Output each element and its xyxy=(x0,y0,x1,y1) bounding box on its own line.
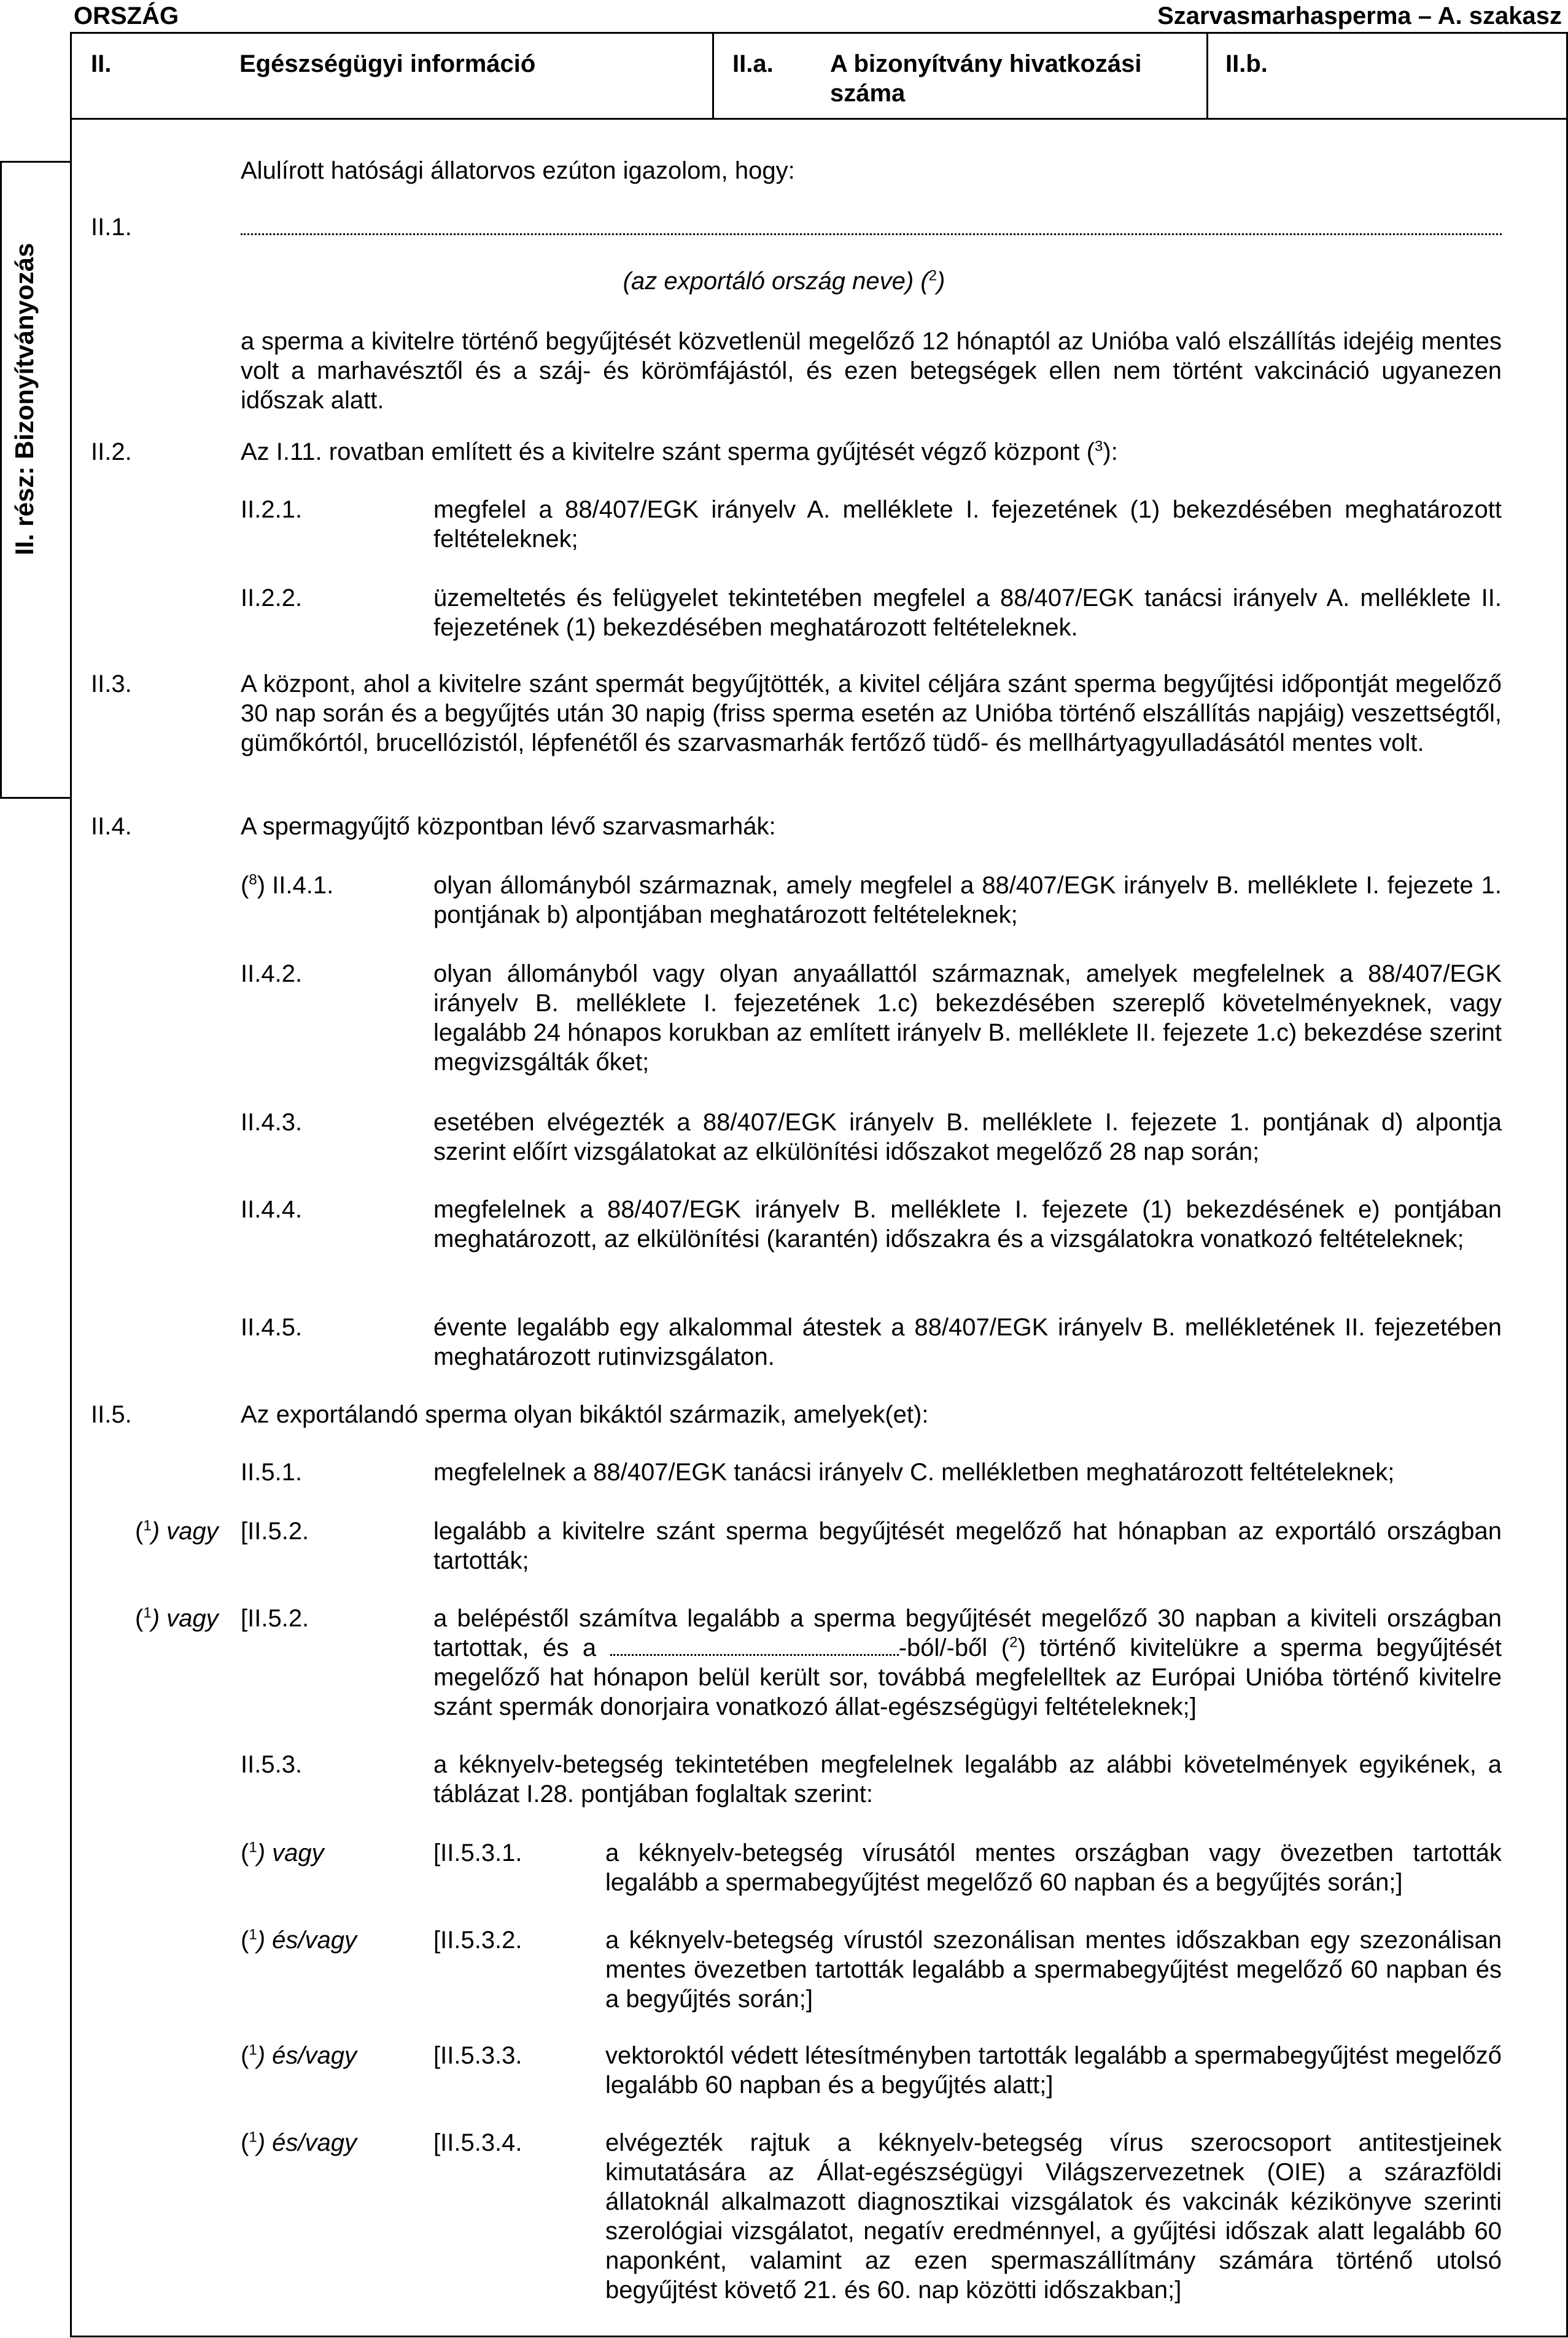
item-text: esetében elvégezték a 88/407/EGK irányelv B. melléklete I. fejezete 1. pontjának d) alpontja szerint előírt vizsgálatokat az elkülönítési időszakot megelőző 28 nap során; xyxy=(433,1109,1502,1165)
item-text: elvégezték rajtuk a kéknyelv-betegség vírus szerocsoport antitestjeinek kimutatására az Állat-egészségügyi Világszervezetnek (OIE) a szárazföldi állatoknál alkalmazott diagnosztikai vizsgálatok és vakcinák kézikönyve szerinti szerológiai vizsgálatot, negatív eredménnyel, a gyűjtési időszak alatt legalább 60 naponként, valamint az ezen spermaszállítmány számára történő utolsó begyűjtést követő 21. és 60. nap közötti időszakban;] xyxy=(605,2129,1502,2304)
option-marker: ($^1$) és/vagy xyxy=(241,2129,357,2156)
item-number: II.4.5. xyxy=(241,1314,303,1341)
side-box-left xyxy=(0,161,2,799)
item-text: megfelelnek a 88/407/EGK irányelv B. melléklete I. fejezete (1) bekezdésének e) pontjában meghatározott, az elkülönítési (karantén) időszakra és a vizsgálatokra vonatkozó feltételeknek; xyxy=(433,1196,1502,1252)
side-label: II. rész: Bizonyítványozás xyxy=(10,243,39,556)
item-number: II.5.3. xyxy=(241,1751,303,1778)
item-text: vektoroktól védett létesítményben tartották legalább a spermabegyűjtést megelőző legalább 60 napban és a begyűjtés alatt;] xyxy=(605,2042,1502,2099)
item-number: II.2.1. xyxy=(241,496,303,523)
option-marker: ($^1$) vagy xyxy=(135,1517,219,1545)
country-label: ORSZÁG xyxy=(74,2,179,29)
option-marker: ($^1$) és/vagy xyxy=(241,1926,357,1954)
item-number: II.4.3. xyxy=(241,1109,303,1136)
header-divider-1 xyxy=(712,32,714,119)
item-text: a belépéstől számítva legalább a sperma begyűjtését megelőző 30 napban a kiviteli országban tartottak, és a -ból/-ből ($^2$) történő kivitelükre a sperma begyűjtését megelőző hat hónapon belül került sor, továbbá megfelelltek az Európai Unióba történő kivitelre szánt spermák donorjaira vonatkozó állat-egészségügyi feltételeknek;] xyxy=(433,1605,1502,1720)
section-text: Az exportálandó sperma olyan bikáktól származik, amelyek(et): xyxy=(241,1401,929,1428)
export-country-field[interactable] xyxy=(610,1633,899,1656)
item-text: a kéknyelv-betegség tekintetében megfelelnek legalább az alábbi követelmények egyikének, a táblázat I.28. pontjában foglaltak szerint: xyxy=(433,1751,1502,1808)
section-text: A központ, ahol a kivitelre szánt spermát begyűjtötték, a kivitel céljára szánt sperma begyűjtési időpontját megelőző 30 nap során és a begyűjtés után 30 napig (friss sperma esetén az Unióba történő elszállítás napjáig) veszettségtől, gümőkórtól, brucellózistól, lépfenétől és szarvasmarhák fertőző tüdő- és mellhártyagyulladásától mentes volt. xyxy=(241,670,1502,756)
item-text: a kéknyelv-betegség vírusától mentes országban vagy övezetben tartották legalább a spermabegyűjtést megelőző 60 napban és a begyűjtés során;] xyxy=(605,1839,1502,1896)
header-part-a: II.a. xyxy=(732,50,774,77)
item-number: [II.5.3.3. xyxy=(433,2042,522,2069)
item-number: ($^8$) II.4.1. xyxy=(241,871,334,899)
item-number: II.4.4. xyxy=(241,1196,303,1223)
item-text: évente legalább egy alkalommal átestek a 88/407/EGK irányelv B. mellékletének II. fejezetében meghatározott rutinvizsgálaton. xyxy=(433,1314,1502,1370)
item-number: [II.5.3.4. xyxy=(433,2129,522,2156)
option-marker: ($^1$) és/vagy xyxy=(241,2041,357,2069)
item-text: olyan állományból származnak, amely megfelel a 88/407/EGK irányelv B. melléklete I. fejezete 1. pontjának b) alpontjában meghatározott feltételeknek; xyxy=(433,872,1502,928)
header-part-b: II.b. xyxy=(1225,50,1268,77)
section-text: a sperma a kivitelre történő begyűjtését közvetlenül megelőző 12 hónaptól az Unióba való elszállítás idejéig mentes volt a marhavésztől és a száj- és körömfájástól, és ezen betegségek ellen nem történt vakcináció ugyanezen időszak alatt. xyxy=(241,328,1502,414)
section-number: II.3. xyxy=(91,670,132,697)
section-number: II.4. xyxy=(91,813,132,840)
item-text: üzemeltetés és felügyelet tekintetében megfelel a 88/407/EGK tanácsi irányelv A. melléklete II. fejezetének (1) bekezdésében meghatározott feltételeknek. xyxy=(433,584,1502,641)
section-number: II.5. xyxy=(91,1401,132,1428)
option-marker: ($^1$) vagy xyxy=(135,1604,219,1632)
frame-left xyxy=(70,32,72,2337)
frame-bottom xyxy=(70,2336,1568,2337)
item-number: [II.5.3.1. xyxy=(433,1839,522,1866)
option-marker: ($^1$) vagy xyxy=(241,1839,324,1866)
header-health-info: Egészségügyi információ xyxy=(239,50,536,77)
item-text: a kéknyelv-betegség vírustól szezonálisan mentes időszakban egy szezonálisan mentes övezetben tartották legalább a spermabegyűjtést megelőző 60 napban és a begyűjtés során;] xyxy=(605,1927,1502,2013)
header-bottom xyxy=(70,118,1568,120)
item-number: II.4.2. xyxy=(241,960,303,987)
intro-statement: Alulírott hatósági állatorvos ezúton igazolom, hogy: xyxy=(241,157,795,184)
frame-top xyxy=(70,32,1568,34)
item-number: [II.5.3.2. xyxy=(433,1927,522,1954)
section-number: II.2. xyxy=(91,438,132,465)
item-text: olyan állományból vagy olyan anyaállattól származnak, amelyek megfelelnek a 88/407/EGK irányelv B. melléklete I. fejezetének 1.c) bekezdésében szereplő követelményeknek, vagy legalább 24 hónapos korukban az említett irányelv B. melléklete II. fejezete 1.c) bekezdése szerint megvizsgálták őket; xyxy=(433,960,1502,1076)
item-number: [II.5.2. xyxy=(241,1605,309,1632)
section-text: Az I.11. rovatban említett és a kivitelre szánt sperma gyűjtését végző központ ($^3$): xyxy=(241,438,1118,465)
item-text: megfelelnek a 88/407/EGK tanácsi irányelv C. mellékletben meghatározott feltételeknek; xyxy=(433,1459,1395,1486)
country-name-caption: (az exportáló ország neve) ($^2$) xyxy=(623,267,945,295)
item-number: II.5.1. xyxy=(241,1459,303,1486)
country-name-field[interactable] xyxy=(241,212,1502,242)
header-part-number: II. xyxy=(91,50,112,77)
section-title: Szarvasmarhasperma – A. szakasz xyxy=(1157,2,1562,29)
section-number: II.1. xyxy=(91,214,132,241)
item-number: [II.5.2. xyxy=(241,1518,309,1545)
item-text: legalább a kivitelre szánt sperma begyűjtését megelőző hat hónapban az exportáló országban tartották; xyxy=(433,1518,1502,1574)
item-number: II.2.2. xyxy=(241,584,303,612)
section-text: A spermagyűjtő központban lévő szarvasmarhák: xyxy=(241,813,776,840)
header-reference-number: A bizonyítvány hivatkozási száma xyxy=(830,50,1142,107)
item-text: megfelel a 88/407/EGK irányelv A. melléklete I. fejezetének (1) bekezdésében meghatározott feltételeknek; xyxy=(433,496,1502,553)
header-divider-2 xyxy=(1206,32,1208,119)
